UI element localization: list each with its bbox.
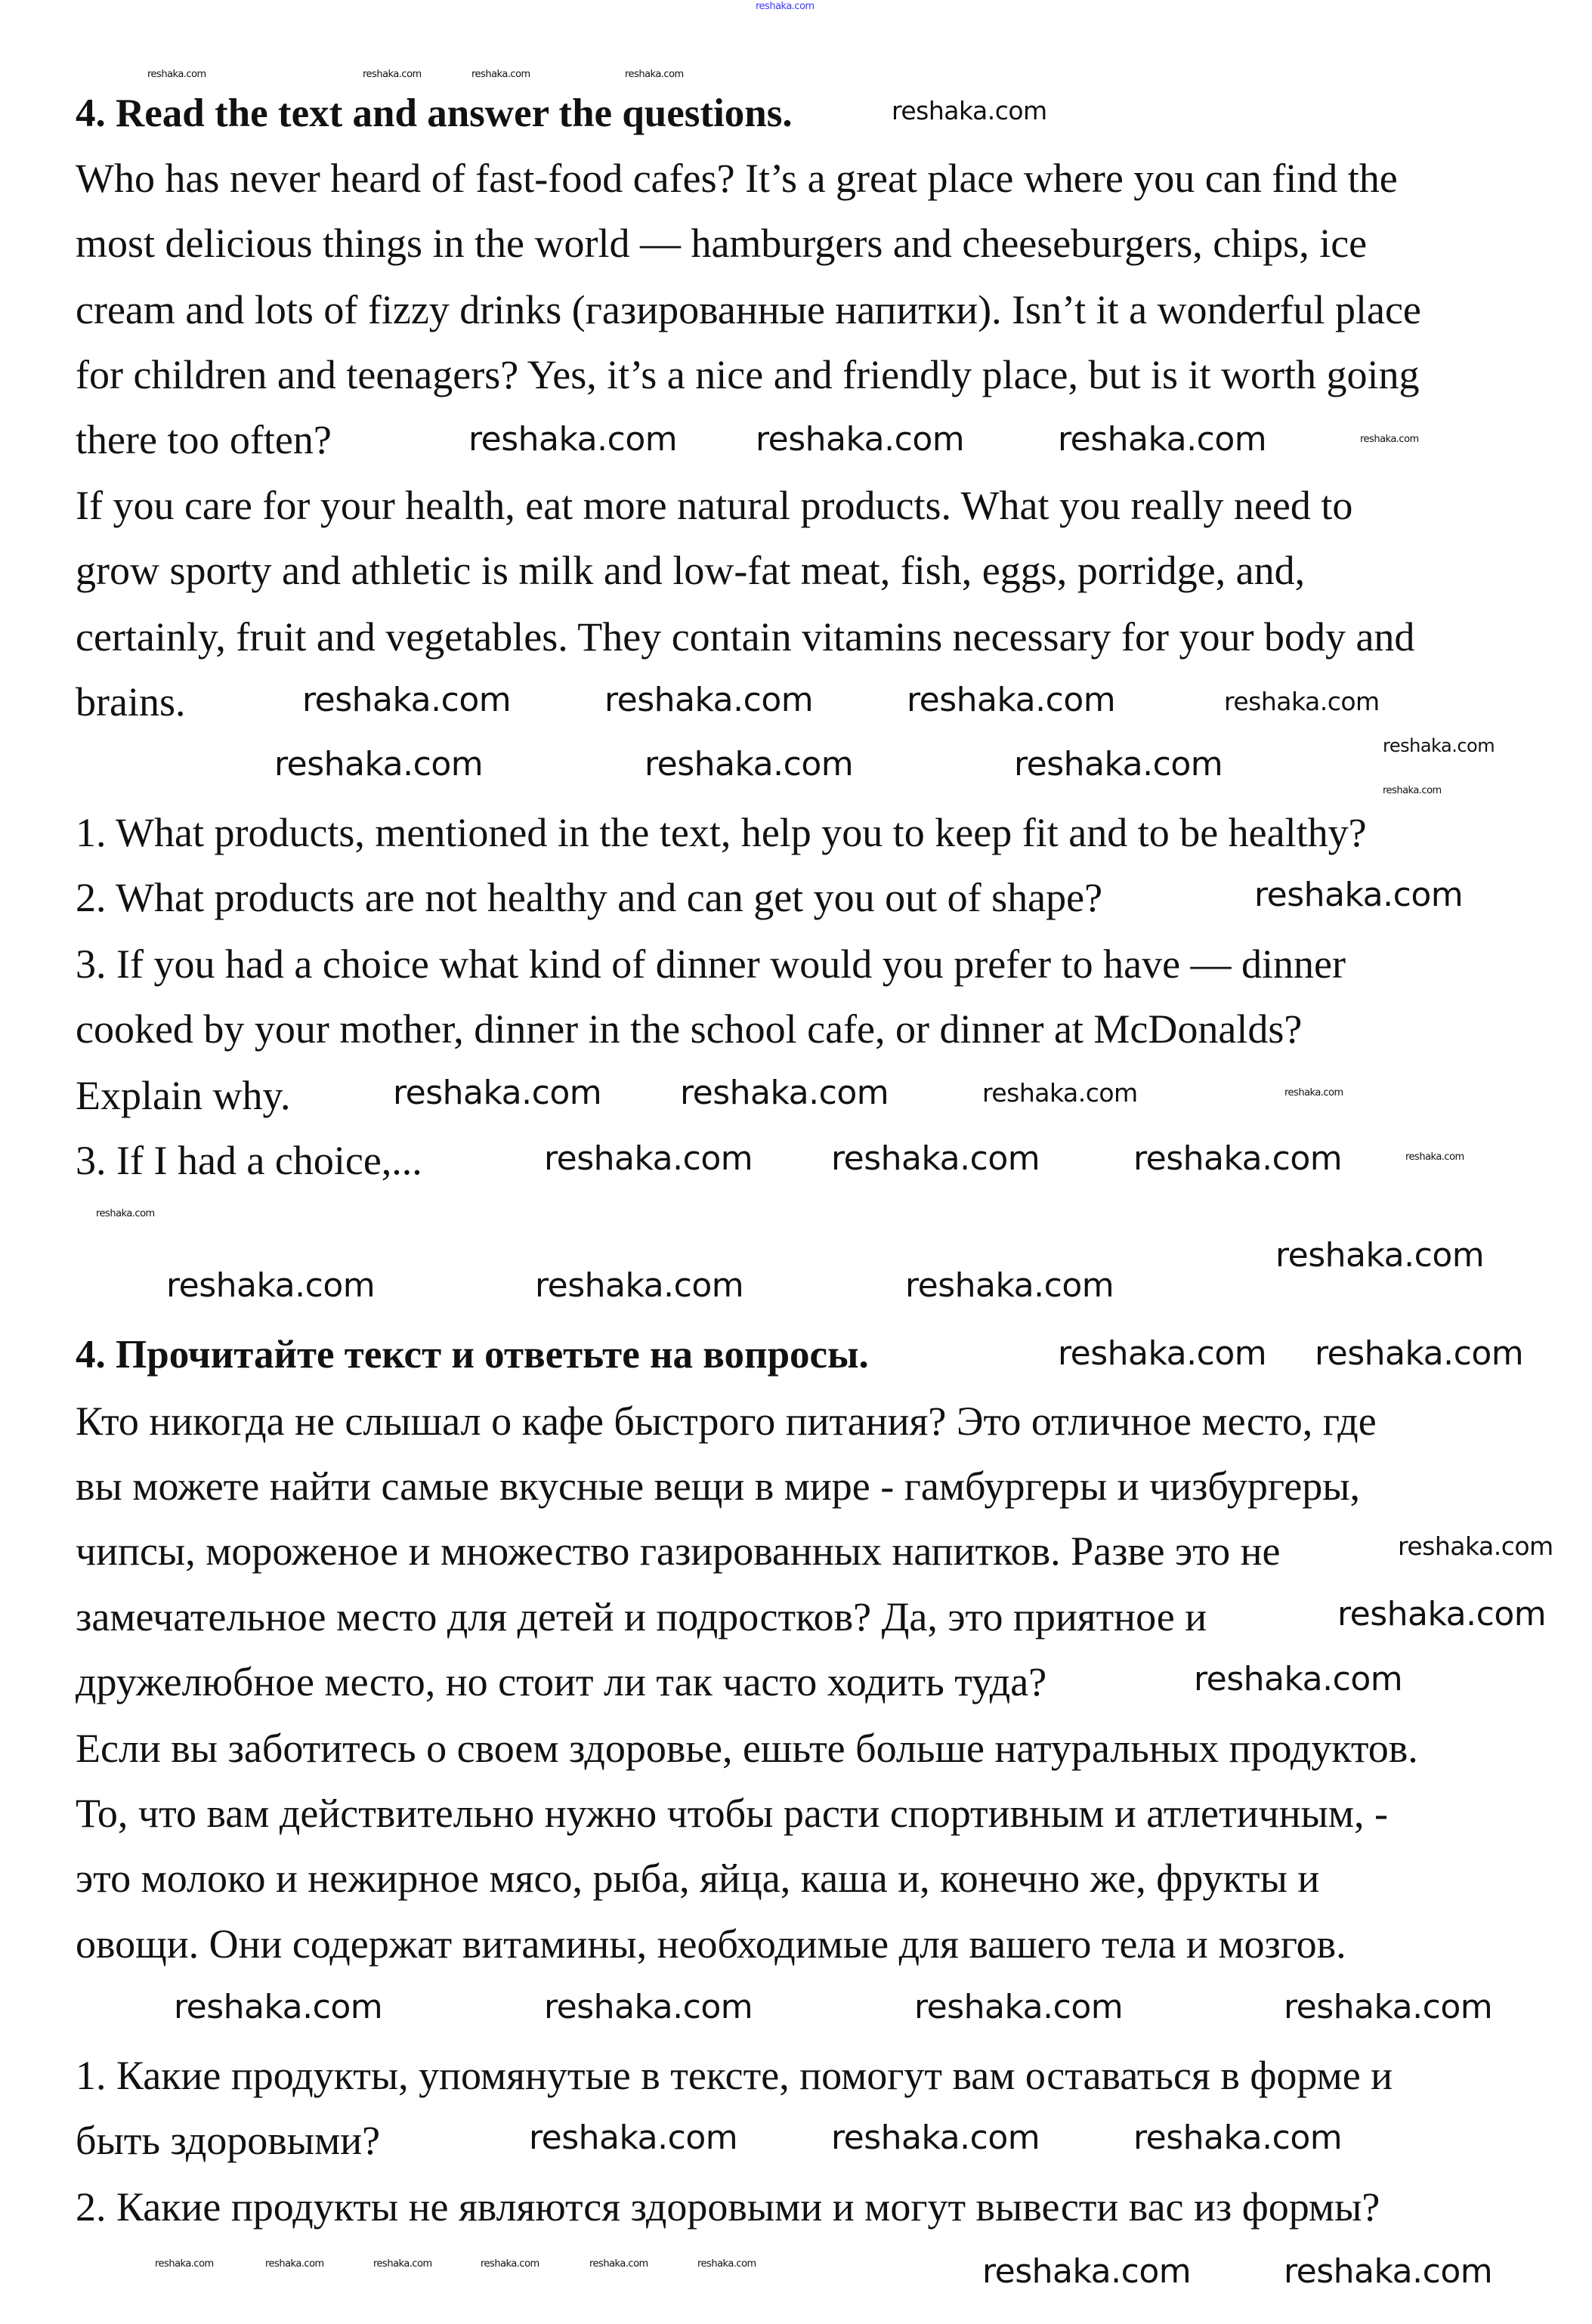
watermark-text: reshaka.com (1284, 1988, 1493, 2026)
watermark-text: reshaka.com (1284, 2252, 1493, 2291)
watermark-text: reshaka.com (147, 69, 206, 80)
watermark-text: reshaka.com (1383, 735, 1495, 756)
watermark-text: reshaka.com (914, 1988, 1124, 2026)
text-line: овощи. Они содержат витамины, необходимые для вашего тела и мозгов. (76, 1921, 1346, 1967)
watermark-text: reshaka.com (468, 420, 678, 459)
text-line: замечательное место для детей и подростков? Да, это приятное и (76, 1594, 1207, 1639)
watermark-text: reshaka.com (1284, 1087, 1343, 1099)
watermark-text: reshaka.com (481, 2258, 539, 2270)
watermark-text: reshaka.com (471, 69, 530, 80)
watermark-text: reshaka.com (1337, 1595, 1547, 1633)
watermark-text: reshaka.com (1224, 687, 1380, 716)
watermark-text: reshaka.com (274, 745, 484, 783)
watermark-text: reshaka.com (1014, 745, 1223, 783)
watermark-text: reshaka.com (1254, 876, 1464, 914)
answer-line: 3. If I had a choice,... (76, 1138, 422, 1183)
text-line: If you care for your health, eat more natural products. What you really need to (76, 483, 1353, 528)
watermark-text: reshaka.com (697, 2258, 756, 2270)
text-line: there too often? (76, 417, 332, 462)
watermark-text: reshaka.com (265, 2258, 324, 2270)
question-line: 1. Какие продукты, упомянутые в тексте, помогут вам оставаться в форме и (76, 2053, 1393, 2098)
watermark-text: reshaka.com (373, 2258, 432, 2270)
text-line: most delicious things in the world — hamburgers and cheeseburgers, chips, ice (76, 221, 1368, 266)
watermark-text: reshaka.com (1360, 434, 1419, 445)
watermark-text: reshaka.com (155, 2258, 214, 2270)
watermark-text: reshaka.com (544, 1988, 753, 2026)
text-line: cream and lots of fizzy drinks (газированные напитки). Isn’t it a wonderful place (76, 287, 1421, 332)
text-line: certainly, fruit and vegetables. They contain vitamins necessary for your body and (76, 614, 1415, 660)
text-line: grow sporty and athletic is milk and low-fat meat, fish, eggs, porridge, and, (76, 548, 1306, 593)
watermark-text: reshaka.com (535, 1266, 744, 1305)
watermark-text: reshaka.com (645, 745, 854, 783)
question-line: 1. What products, mentioned in the text, help you to keep fit and to be healthy? (76, 810, 1367, 855)
watermark-text: reshaka.com (393, 1074, 602, 1112)
watermark-text: reshaka.com (1133, 1139, 1343, 1178)
text-line: вы можете найти самые вкусные вещи в мире - гамбургеры и чизбургеры, (76, 1463, 1361, 1509)
text-line: дружелюбное место, но стоит ли так часто ходить туда? (76, 1659, 1047, 1704)
watermark-text: reshaka.com (1405, 1151, 1464, 1163)
watermark-text: reshaka.com (680, 1074, 889, 1112)
watermark-text: reshaka.com (174, 1988, 383, 2026)
question-line: 3. If you had a choice what kind of dinner would you prefer to have — dinner (76, 941, 1346, 987)
text-line: чипсы, мороженое и множество газированных напитков. Разве это не (76, 1528, 1281, 1574)
text-line: for children and teenagers? Yes, it’s a nice and friendly place, but is it worth going (76, 352, 1420, 397)
watermark-text: reshaka.com (1058, 420, 1267, 459)
watermark-text: reshaka.com (625, 69, 684, 80)
watermark-text: reshaka.com (529, 2118, 738, 2157)
watermark-text: reshaka.com (1275, 1236, 1485, 1275)
watermark-text: reshaka.com (589, 2258, 648, 2270)
watermark-text: reshaka.com (892, 96, 1047, 125)
watermark-text: reshaka.com (363, 69, 422, 80)
question-line: 2. What products are not healthy and can get you out of shape? (76, 875, 1103, 920)
text-line: это молоко и нежирное мясо, рыба, яйца, каша и, конечно же, фрукты и (76, 1856, 1320, 1901)
watermark-text: reshaka.com (302, 681, 512, 719)
watermark-text: reshaka.com (544, 1139, 753, 1178)
watermark-text: reshaka.com (831, 1139, 1040, 1178)
watermark-text: reshaka.com (1058, 1334, 1267, 1373)
watermark-text: reshaka.com (905, 1266, 1114, 1305)
watermark-text: reshaka.com (982, 1078, 1138, 1108)
watermark-text: reshaka.com (982, 2252, 1192, 2291)
text-line: brains. (76, 679, 186, 725)
question-line: Explain why. (76, 1073, 291, 1118)
watermark-text: reshaka.com (96, 1208, 155, 1219)
question-line: 2. Какие продукты не являются здоровыми и могут вывести вас из формы? (76, 2184, 1380, 2230)
watermark-text: reshaka.com (907, 681, 1116, 719)
text-line: Если вы заботитесь о своем здоровье, ешьте больше натуральных продуктов. (76, 1726, 1418, 1771)
question-line: cooked by your mother, dinner in the school cafe, or dinner at McDonalds? (76, 1006, 1303, 1052)
watermark-text: reshaka.com (1194, 1660, 1403, 1698)
russian-heading: 4. Прочитайте текст и ответьте на вопросы. (76, 1333, 869, 1377)
question-line: быть здоровыми? (76, 2118, 381, 2163)
watermark-text: reshaka.com (604, 681, 814, 719)
text-line: Кто никогда не слышал о кафе быстрого питания? Это отличное место, где (76, 1398, 1377, 1444)
watermark-text: reshaka.com (831, 2118, 1040, 2157)
watermark-text: reshaka.com (1133, 2118, 1343, 2157)
watermark-text: reshaka.com (1383, 785, 1442, 796)
text-line: То, что вам действительно нужно чтобы расти спортивным и атлетичным, - (76, 1791, 1388, 1836)
watermark-text: reshaka.com (756, 420, 965, 459)
watermark-text: reshaka.com (1398, 1531, 1553, 1561)
watermark-text: reshaka.com (166, 1266, 376, 1305)
watermark-text: reshaka.com (1315, 1334, 1524, 1373)
watermark-text: reshaka.com (756, 1, 815, 12)
text-line: Who has never heard of fast-food cafes? It’s a great place where you can find the (76, 156, 1398, 201)
english-heading: 4. Read the text and answer the questions. (76, 91, 793, 135)
